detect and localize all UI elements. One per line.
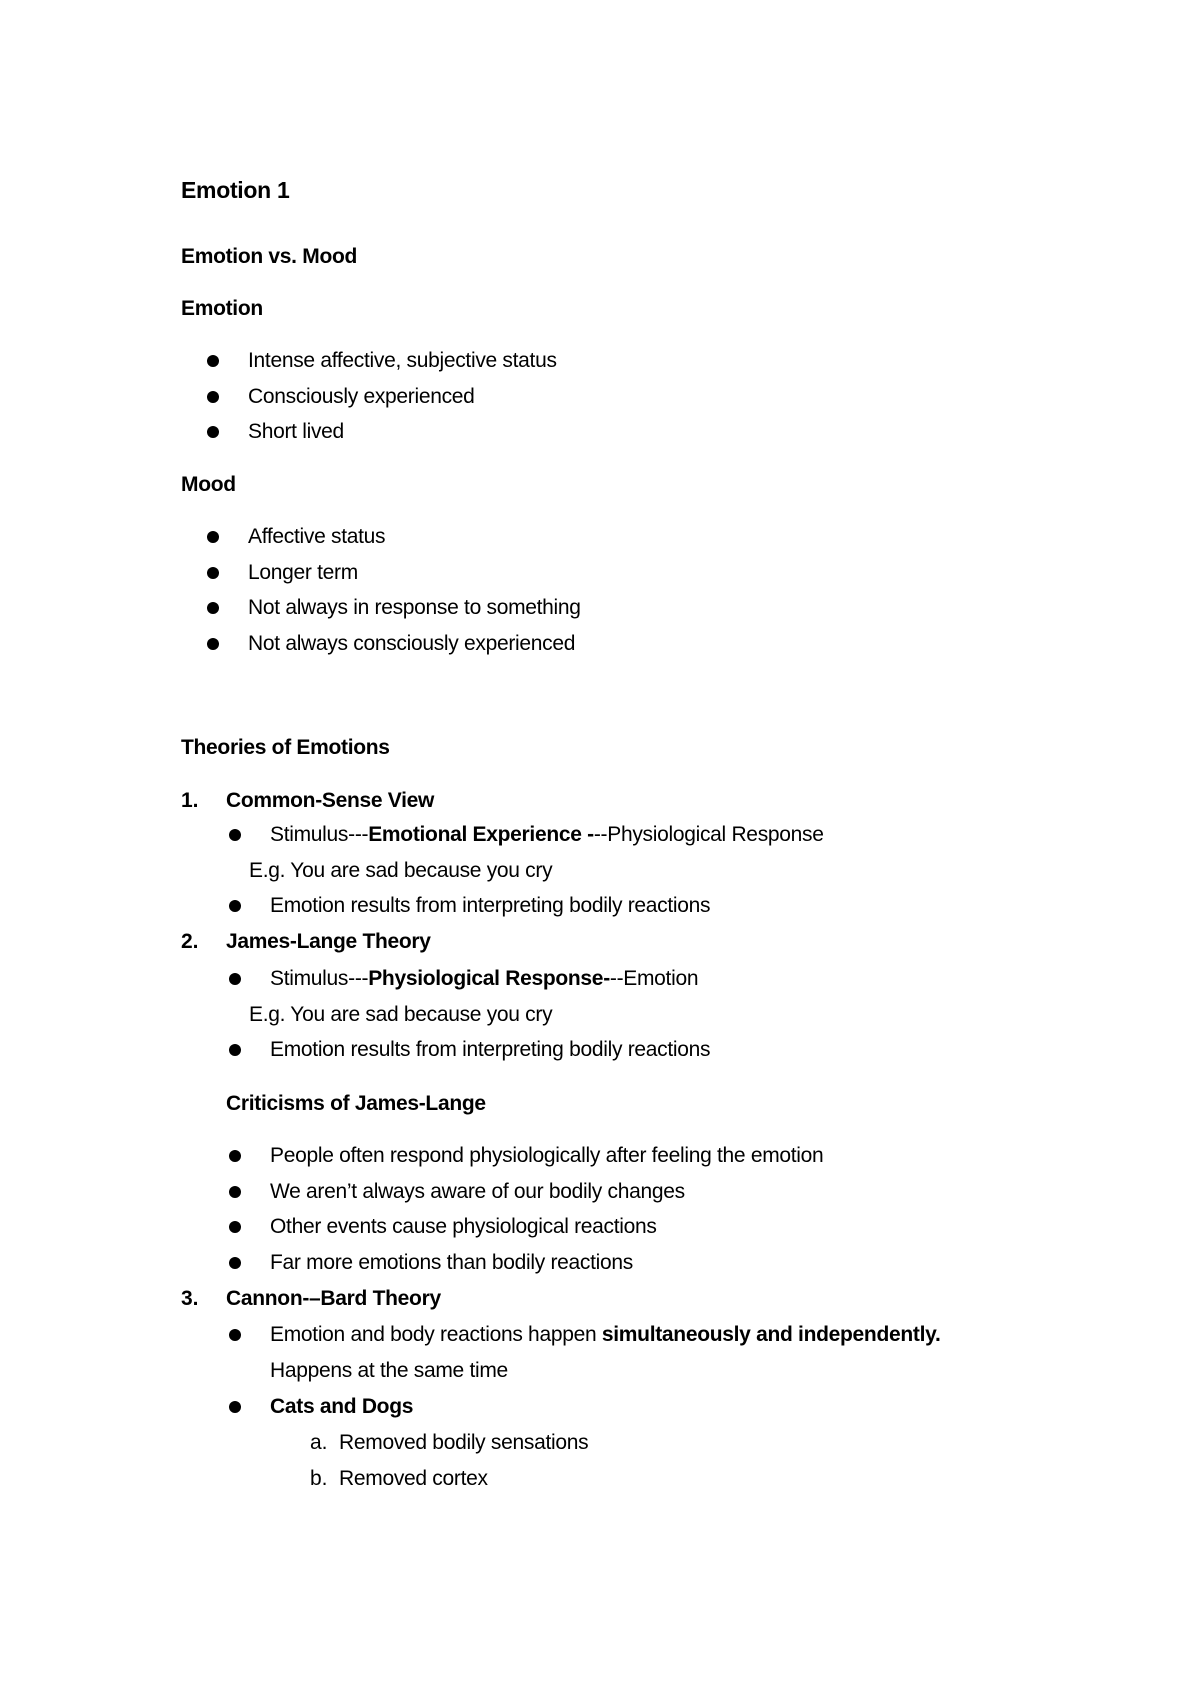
list-item: Far more emotions than bodily reactions xyxy=(270,1251,633,1274)
section-heading-emotion-vs-mood: Emotion vs. Mood xyxy=(181,245,358,268)
bullet-icon xyxy=(229,1401,241,1413)
theory-title: Cannon-–Bard Theory xyxy=(226,1287,441,1310)
list-item-continuation: Happens at the same time xyxy=(270,1359,508,1382)
list-item: Not always in response to something xyxy=(248,596,581,619)
bullet-icon xyxy=(207,567,219,579)
list-item: We aren’t always aware of our bodily changes xyxy=(270,1180,685,1203)
bullet-icon xyxy=(207,426,219,438)
bullet-icon xyxy=(229,1221,241,1233)
bullet-icon xyxy=(229,1257,241,1269)
bullet-icon xyxy=(207,602,219,614)
bullet-icon xyxy=(229,900,241,912)
subheading-mood: Mood xyxy=(181,473,236,496)
example-text: E.g. You are sad because you cry xyxy=(249,1003,553,1026)
bullet-icon xyxy=(207,531,219,543)
list-item: Other events cause physiological reactions xyxy=(270,1215,657,1238)
bullet-icon xyxy=(229,1329,241,1341)
bullet-icon xyxy=(207,355,219,367)
list-item: Affective status xyxy=(248,525,386,548)
list-item: Consciously experienced xyxy=(248,385,475,408)
doc-title: Emotion 1 xyxy=(181,177,290,203)
bullet-icon xyxy=(229,1150,241,1162)
list-number: 3. xyxy=(181,1287,199,1310)
bullet-icon xyxy=(207,638,219,650)
list-item: Intense affective, subjective status xyxy=(248,349,557,372)
list-item: Emotion results from interpreting bodily reactions xyxy=(270,894,711,917)
bullet-icon xyxy=(229,1186,241,1198)
list-item: Emotion results from interpreting bodily reactions xyxy=(270,1038,711,1061)
example-text: E.g. You are sad because you cry xyxy=(249,859,553,882)
list-number: 1. xyxy=(181,789,199,812)
list-item: People often respond physiologically after feeling the emotion xyxy=(270,1144,824,1167)
bullet-icon xyxy=(207,391,219,403)
list-item: Not always consciously experienced xyxy=(248,632,576,655)
list-item: Longer term xyxy=(248,561,358,584)
list-letter: b. xyxy=(310,1467,328,1490)
bullet-icon xyxy=(229,1044,241,1056)
list-letter: a. xyxy=(310,1431,328,1454)
bullet-icon xyxy=(229,973,241,985)
list-item: Cats and Dogs xyxy=(270,1395,414,1418)
theory-sequence: Stimulus---Emotional Experience ---Physiological Response xyxy=(270,823,824,846)
subheading-emotion: Emotion xyxy=(181,297,263,320)
list-item: Short lived xyxy=(248,420,344,443)
theory-title: James-Lange Theory xyxy=(226,930,431,953)
list-item: Emotion and body reactions happen simultaneously and independently. xyxy=(270,1323,941,1346)
theory-title: Common-Sense View xyxy=(226,789,435,812)
bullet-icon xyxy=(229,829,241,841)
subheading-criticisms: Criticisms of James-Lange xyxy=(226,1092,486,1115)
sub-list-item: Removed cortex xyxy=(339,1467,488,1490)
list-number: 2. xyxy=(181,930,199,953)
theory-sequence: Stimulus---Physiological Response---Emotion xyxy=(270,967,699,990)
section-heading-theories: Theories of Emotions xyxy=(181,736,390,759)
sub-list-item: Removed bodily sensations xyxy=(339,1431,589,1454)
